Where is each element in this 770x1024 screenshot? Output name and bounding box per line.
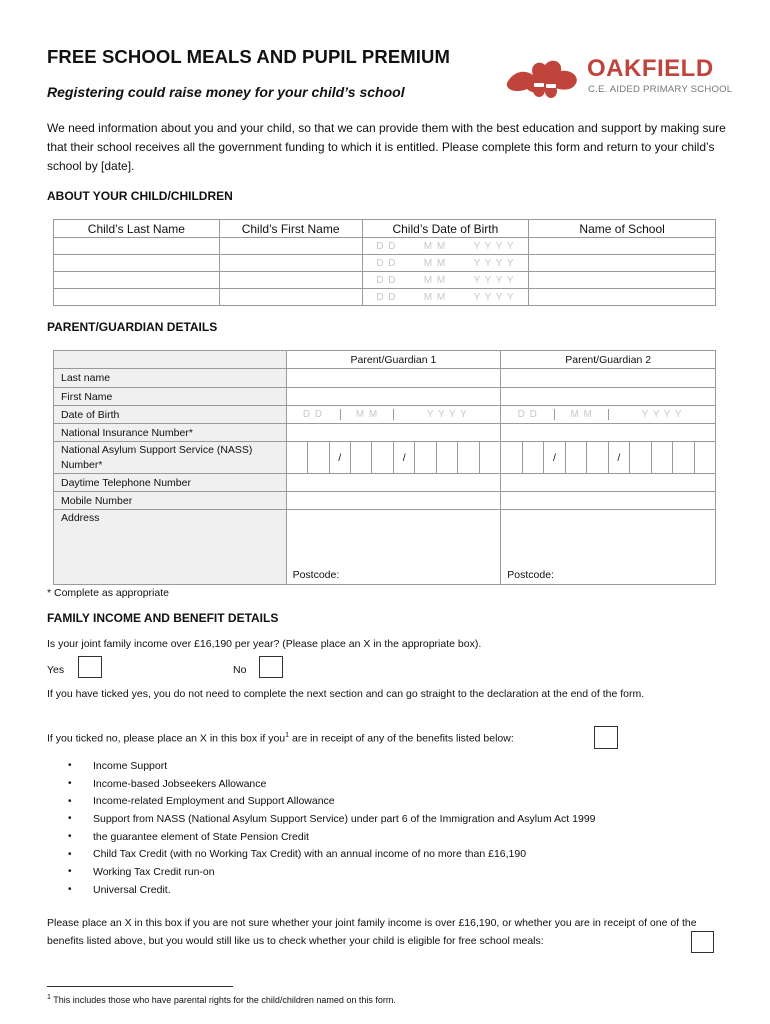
dob-day: D D xyxy=(287,409,341,420)
row-label-first-name: First Name xyxy=(54,388,287,406)
list-item: • Working Tax Credit run-on xyxy=(68,865,215,878)
child-first-name-input[interactable] xyxy=(219,238,362,255)
yes-label: Yes xyxy=(47,664,65,676)
parent1-nass-input[interactable] xyxy=(286,442,501,474)
col-parent-1: Parent/Guardian 1 xyxy=(286,351,501,369)
col-parent-2: Parent/Guardian 2 xyxy=(501,351,716,369)
complete-note: * Complete as appropriate xyxy=(47,587,169,599)
table-row xyxy=(54,289,716,306)
footnote: $^1$ This includes those who have parental rights for the child/children named on this form. xyxy=(47,994,396,1005)
row-label-mobile: Mobile Number xyxy=(54,492,287,510)
col-school-name: Name of School xyxy=(529,220,716,238)
child-last-name-input[interactable] xyxy=(54,255,220,272)
school-name-input[interactable] xyxy=(529,255,716,272)
list-item: • Support from NASS (National Asylum Support Service) under part 6 of the Immigration and Asylum Act 1999 xyxy=(68,812,596,825)
dob-day: D D xyxy=(501,409,555,420)
parent1-address-input[interactable] xyxy=(286,510,501,585)
child-first-name-input[interactable] xyxy=(219,255,362,272)
child-dob-input[interactable] xyxy=(362,238,529,255)
logo-school-name: OAKFIELD xyxy=(587,55,714,82)
child-dob-input[interactable] xyxy=(362,289,529,306)
no-label: No xyxy=(233,664,247,676)
parents-heading: PARENT/GUARDIAN DETAILS xyxy=(47,320,218,334)
nass-slash: / xyxy=(394,442,415,473)
parent2-dob-input[interactable] xyxy=(501,406,716,424)
dob-month: M M xyxy=(555,409,609,420)
table-row xyxy=(54,255,716,272)
dob-month: M M xyxy=(423,274,447,286)
benefits-checkbox[interactable] xyxy=(594,726,618,749)
parent2-address-input[interactable] xyxy=(501,510,716,585)
footnote-divider xyxy=(47,986,233,987)
school-name-input[interactable] xyxy=(529,238,716,255)
children-table xyxy=(53,219,716,306)
list-item: • Child Tax Credit (with no Working Tax Credit) with an annual income of no more than £16,190 xyxy=(68,848,527,861)
income-heading: FAMILY INCOME AND BENEFIT DETAILS xyxy=(47,611,279,625)
postcode-label: Postcode: xyxy=(292,569,340,581)
logo-school-type: C.E. AIDED PRIMARY SCHOOL xyxy=(588,84,733,95)
col-child-last-name: Child’s Last Name xyxy=(54,220,220,238)
dob-month: M M xyxy=(423,257,447,269)
yes-note: If you have ticked yes, you do not need to complete the next section and can go straight to the declaration at the end of the form. xyxy=(47,688,645,700)
parents-table xyxy=(53,350,716,585)
dob-year: Y Y Y Y xyxy=(426,409,468,420)
row-label-address: Address xyxy=(54,510,287,585)
parent2-first-name-input[interactable] xyxy=(501,388,716,406)
dob-day: D D xyxy=(376,291,397,303)
child-first-name-input[interactable] xyxy=(219,272,362,289)
child-dob-input[interactable] xyxy=(362,255,529,272)
table-row xyxy=(54,238,716,255)
child-dob-input[interactable] xyxy=(362,272,529,289)
child-last-name-input[interactable] xyxy=(54,238,220,255)
benefits-list xyxy=(68,757,596,899)
dob-year: Y Y Y Y xyxy=(473,257,515,269)
dob-month: M M xyxy=(423,291,447,303)
dob-year: Y Y Y Y xyxy=(473,240,515,252)
dob-year: Y Y Y Y xyxy=(473,291,515,303)
parent2-nin-input[interactable] xyxy=(501,424,716,442)
row-label-last-name: Last name xyxy=(54,369,287,388)
nass-slash: / xyxy=(544,442,565,473)
list-item: • Universal Credit. xyxy=(68,883,171,896)
nass-slash: / xyxy=(609,442,630,473)
table-row xyxy=(54,272,716,289)
row-label-nin: National Insurance Number* xyxy=(54,424,287,442)
oak-leaf-icon xyxy=(503,53,585,101)
dob-day: D D xyxy=(376,240,397,252)
unsure-note: Please place an X in this box if you are not sure whether your joint family income is over £16,190, or whether you are in receipt of one of the benefits listed above, but you would still like us to check whether your child is eligible for free school meals: xyxy=(47,917,697,947)
school-logo xyxy=(503,53,748,103)
parent2-last-name-input[interactable] xyxy=(501,369,716,388)
benefits-prompt: If you ticked no, please place an X in this box if you$^1$ are in receipt of any of the benefits listed below: xyxy=(47,732,514,745)
intro-text: We need information about you and your child, so that we can provide them with the best education and support by making sure that their school receives all the government funding to which it is entitled. Please complete this form and return to your child’s school by [date]. xyxy=(47,121,726,173)
form-title: FREE SCHOOL MEALS AND PUPIL PREMIUM xyxy=(47,46,450,67)
no-checkbox[interactable] xyxy=(259,656,283,678)
school-name-input[interactable] xyxy=(529,272,716,289)
dob-month: M M xyxy=(423,240,447,252)
col-child-dob: Child’s Date of Birth xyxy=(362,220,529,238)
dob-month: M M xyxy=(341,409,395,420)
yes-checkbox[interactable] xyxy=(78,656,102,678)
parent2-nass-input[interactable] xyxy=(501,442,716,474)
parent1-last-name-input[interactable] xyxy=(286,369,501,388)
dob-day: D D xyxy=(376,257,397,269)
row-label-nass: National Asylum Support Service (NASS) Number* xyxy=(54,442,287,474)
parent1-phone-input[interactable] xyxy=(286,474,501,492)
postcode-label: Postcode: xyxy=(507,569,554,581)
row-label-dob: Date of Birth xyxy=(54,406,287,424)
parent1-first-name-input[interactable] xyxy=(286,388,501,406)
col-child-first-name: Child’s First Name xyxy=(219,220,362,238)
parent1-dob-input[interactable] xyxy=(286,406,501,424)
list-item: • Income Support xyxy=(68,759,168,772)
parent1-nin-input[interactable] xyxy=(286,424,501,442)
child-last-name-input[interactable] xyxy=(54,289,220,306)
nass-slash: / xyxy=(330,442,351,473)
list-item: • the guarantee element of State Pension Credit xyxy=(68,830,309,843)
school-name-input[interactable] xyxy=(529,289,716,306)
income-question: Is your joint family income over £16,190 per year? (Please place an X in the appropriate box). xyxy=(47,638,482,650)
children-heading: ABOUT YOUR CHILD/CHILDREN xyxy=(47,189,233,203)
list-item: • Income-based Jobseekers Allowance xyxy=(68,777,267,790)
dob-year: Y Y Y Y xyxy=(473,274,515,286)
form-subtitle: Registering could raise money for your child’s school xyxy=(47,84,405,100)
dob-year: Y Y Y Y xyxy=(641,409,683,420)
child-first-name-input[interactable] xyxy=(219,289,362,306)
dob-day: D D xyxy=(376,274,397,286)
list-item: • Income-related Employment and Support Allowance xyxy=(68,795,335,808)
parent2-mobile-input[interactable] xyxy=(501,492,716,510)
child-last-name-input[interactable] xyxy=(54,272,220,289)
parent2-phone-input[interactable] xyxy=(501,474,716,492)
row-label-phone: Daytime Telephone Number xyxy=(54,474,287,492)
parent1-mobile-input[interactable] xyxy=(286,492,501,510)
unsure-checkbox[interactable] xyxy=(691,931,714,953)
